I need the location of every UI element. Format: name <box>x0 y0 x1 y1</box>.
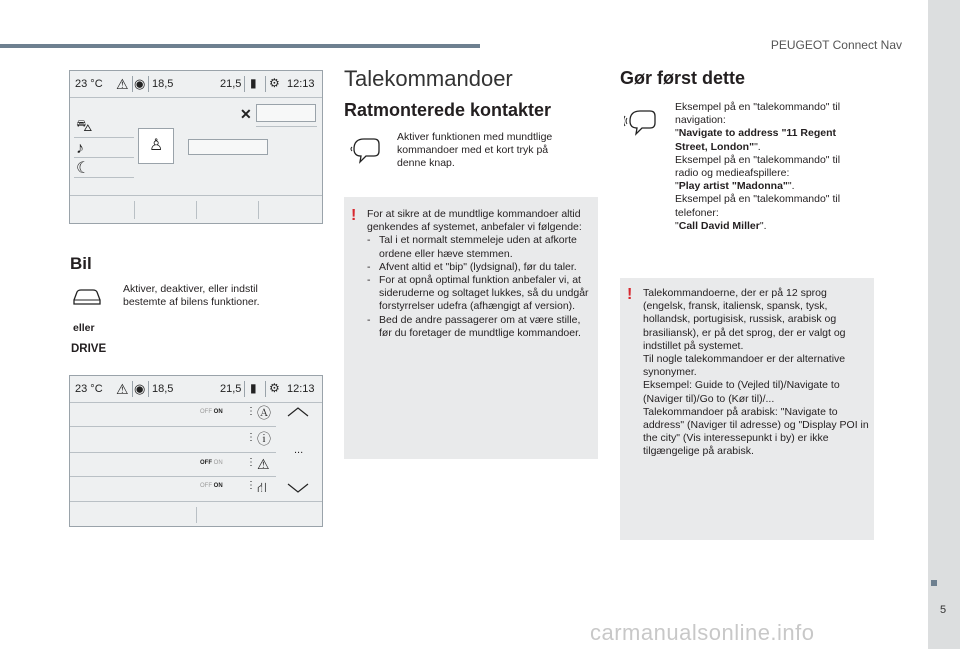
user-icon: ♙ <box>149 137 164 154</box>
user-profile-button[interactable] <box>138 128 174 164</box>
more-options-icon[interactable]: ⋮ <box>246 432 256 443</box>
bil-eller: eller <box>73 322 95 334</box>
example-1-intro: Eksempel på en "talekommando" til navigation: <box>675 101 841 127</box>
profile-slot[interactable] <box>188 139 268 155</box>
warning-item-1: - Tal i et normalt stemmeleje uden at afkorte ordene eller hæve stemmen. <box>367 234 577 260</box>
voice-command-icon <box>350 135 382 165</box>
location-icon: ◉ <box>134 76 146 91</box>
intro-text: Aktiver funktionen med mundtlige kommandoer med et kort tryk på denne knap. <box>397 131 553 170</box>
outside-temp: 23 °C <box>75 78 103 90</box>
more-options-icon[interactable]: ⋮ <box>246 406 256 417</box>
close-icon[interactable]: ✕ <box>240 106 252 122</box>
outside-temp: 23 °C <box>75 383 103 395</box>
bil-text: Aktiver, deaktiver, eller indstil bestemte af bilens funktioner. <box>123 283 260 309</box>
header-rule <box>0 44 480 48</box>
page-side-rail <box>928 0 960 649</box>
example-3-intro: Eksempel på en "talekommando" til telefoner: <box>675 193 841 219</box>
examples-block <box>675 101 865 233</box>
toggle-row-3[interactable]: OFF ON <box>200 460 223 466</box>
chevron-down-icon[interactable] <box>286 482 310 494</box>
screen-mockup-2 <box>69 375 323 527</box>
settings-icon: ⚙ <box>269 76 280 90</box>
first-heading: Gør først dette <box>620 68 746 88</box>
more-options-icon[interactable]: ⋮ <box>246 457 256 468</box>
settings-icon: ⚙ <box>269 381 280 395</box>
bil-drive: DRIVE <box>71 343 107 355</box>
page-number: 5 <box>940 604 947 616</box>
example-2-command: "Play artist "Madonna"". <box>675 180 795 193</box>
warning-box <box>344 197 598 459</box>
warning-intro: For at sikre at de mundtlige kommandoer altid genkendes af systemet, anbefaler vi følgende: <box>367 208 582 234</box>
bil-heading: Bil <box>70 254 92 273</box>
status-bar-2 <box>70 376 322 402</box>
right-temp: 21,5 <box>220 78 242 90</box>
warning-exclamation-icon: ! <box>351 207 357 224</box>
warning-exclamation-icon: ! <box>627 286 633 303</box>
more-indicator: ... <box>294 444 304 456</box>
lane-assist-icon: Ⓐ <box>257 405 271 421</box>
clock: 12:13 <box>287 78 315 90</box>
sound-settings-icon[interactable]: ♪ <box>76 140 84 157</box>
phone-icon: ▮ <box>250 381 257 395</box>
watermark: carmanualsonline.info <box>590 620 815 645</box>
chevron-up-icon[interactable] <box>286 406 310 418</box>
warning-item-2: - Afvent altid et "bip" (lydsignal), før du taler. <box>367 260 577 273</box>
info-text: Talekommandoerne, der er på 12 sprog (engelsk, fransk, italiensk, spansk, tysk, hollandsk, portugisisk, russisk, arabisk og brasiliansk), er på det sprog, der er valgt og indstillet på systemet. Til nogle talekommandoer er der alternative synonymer. Eksempel: Guide to (Vejled til)/Navigate to (Naviger til)/Go to (Kør til)/... Talekommandoer på arabisk: "Navigate to address" (Naviger til adresse) og "Display POI in the city" (Vis interessepunkt i by) er ikke tilgængelige på arabisk. <box>643 287 869 458</box>
car-outline-icon <box>70 286 104 308</box>
info-icon: ⓘ <box>257 431 271 447</box>
header-title: PEUGEOT Connect Nav <box>770 38 902 52</box>
voice-command-icon-2 <box>624 107 658 137</box>
night-mode-icon[interactable]: ☾ <box>76 160 91 177</box>
car-icon[interactable]: ⛍ <box>76 118 93 135</box>
left-temp: 18,5 <box>152 78 174 90</box>
info-box <box>620 278 874 540</box>
alert-icon: ⚠ <box>257 456 270 472</box>
top-slot[interactable] <box>256 104 316 122</box>
example-2-intro: Eksempel på en "talekommando" til radio og medieafspillere: <box>675 153 841 180</box>
section-title: Talekommandoer <box>344 66 513 91</box>
warning-icon: ⚠ <box>116 76 129 92</box>
more-options-icon[interactable]: ⋮ <box>246 480 256 491</box>
status-bar <box>70 71 322 97</box>
page-marker <box>931 580 937 586</box>
warning-icon: ⚠ <box>116 381 129 397</box>
toggle-row-4[interactable]: OFF ON <box>200 483 223 489</box>
phone-icon: ▮ <box>250 76 257 90</box>
location-icon: ◉ <box>134 381 146 396</box>
left-temp: 18,5 <box>152 383 174 395</box>
toggle-row-1[interactable]: OFF ON <box>200 409 223 415</box>
driver-icon: ⛙ <box>257 479 267 495</box>
example-1-command: "Navigate to address "11 Regent Street, London"". <box>675 127 837 153</box>
warning-item-4: - Bed de andre passagerer om at være stille, før du foretager de mundtlige kommandoer. <box>367 313 581 339</box>
warning-item-3: - For at opnå optimal funktion anbefaler vi, at sideruderne og soltaget lukkes, så du undgår forstyrrelser udefra (afhængigt af version). <box>367 274 589 313</box>
clock: 12:13 <box>287 383 315 395</box>
screen-mockup-1 <box>69 70 323 224</box>
example-3-command: "Call David Miller". <box>675 219 767 232</box>
subheading: Ratmonterede kontakter <box>344 100 552 120</box>
right-temp: 21,5 <box>220 383 242 395</box>
